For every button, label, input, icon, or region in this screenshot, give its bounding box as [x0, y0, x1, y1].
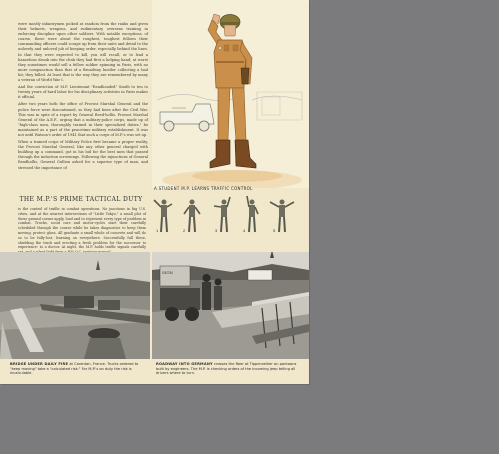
bridge-photo-image — [0, 252, 150, 359]
roadway-photo — [152, 252, 309, 359]
roadway-photo-image — [152, 252, 309, 359]
bridge-photo — [0, 252, 150, 359]
bridge-caption — [10, 362, 148, 376]
traffic-control-strip — [152, 186, 302, 242]
roadway-caption-title: ROADWAY INTO GERMANY — [156, 362, 213, 366]
article-paragraph: When a trained corps of Military Police first became a proper reality, the Provost Marshal General, like any other general charged with building up a command, got in his bid for the best men that passed through the induction screenings. Following the injunctions of General Readhollis, General Gullion asked for a superior type of man, and stressed the importance of — [18, 140, 148, 170]
traffic-number-3: 3 — [215, 228, 218, 233]
roadway-caption — [156, 362, 304, 376]
section-body-text: is the control of traffic in combat operations. No junctions in big U.S. cities, and at the nearest intersections of "Little Tokyo," a small plot of these ground corner apply, load and to represent every type of problem in combat. Trucks, scout cars and motor-cycles start their carefully scheduled through the course while he takes diagnostics to keep them moving, protect glass. All graduate a small whole of concrete and will do so to be fully-lost, learning on everywhere. Successfully full these, shielding the track and erecting a fresh problem for the successor to experience: to a doctor. At night, the M.P. holds traffic signals carefully — [18, 207, 146, 250]
roadway-caption-text: crosses the Roer at Tippenrather on pontoons built by engineers. The M.P. is checking orders of the incoming jeep telling all drivers where to turn. — [156, 362, 297, 376]
section-heading: THE M.P.'S PRIME TACTICAL DUTY — [19, 196, 143, 203]
traffic-number-4: 4 — [243, 228, 246, 233]
traffic-caption: A STUDENT M.P. LEARNS TRAFFIC CONTROL — [154, 186, 253, 191]
traffic-number-2: 2 — [183, 228, 186, 233]
article-paragraph: And the conviction of M.P. Lieutenant "Readheaded" Smith to ten to twenty years of hard labor for his disciplinary activities in Paris makes it official. — [18, 85, 148, 100]
traffic-figure-3 — [214, 197, 230, 232]
traffic-figures — [152, 192, 302, 242]
svg-text:SIGN: SIGN — [162, 270, 174, 275]
article-paragraph: After two years both the office of Provost Marshal General and the police force were discontinued, so they had been after the Civil War. This was in spite of a report by General Reed-hollis, Provost Marshal General of the A.E.F., urging that a military-police corps, made up of "high-class men, thoroughly trained in their specialized duties," be maintained as a part of the peacetime military establishment. It was not until Watson's order of 1941 that such a corps of M.P.'s was set up. — [18, 102, 148, 137]
article-paragraph: were mostly infantrymen picked at random from the ranks and given their helmets, weapons, and rudimentary overseas training in enforcing discipline upon other soldiers. With notable exceptions, of course, these were about the roughest, toughest fellows their commanding officers could scrape up from their units and detail to the unlovely and unloved job of keeping order, especially behind the lines. In that they were expected to kill, you will recall, or to lead a hazardous drunk into the clink they had first a helping hand; at worst they sometimes would sell a fellow soldier spinning in Paris, with no more compunction than that of a Broadway bustler collecting a bad hit; they billed. At least that is the way they are remembered by many a veteran of World War I. — [18, 22, 148, 83]
traffic-figure-4 — [247, 196, 258, 232]
article-text — [18, 22, 148, 173]
saluting-soldier-illustration — [152, 0, 309, 188]
traffic-number-1: 1 — [156, 228, 159, 233]
traffic-figure-2 — [184, 200, 200, 233]
soldier-drawing — [152, 0, 309, 188]
bridge-caption-text: at Carentan, France. Trucks ordered to "keep moving" take a "calculated risk." For M.P.'s on duty the risk is incalculable. — [10, 362, 139, 376]
traffic-number-5: 5 — [273, 228, 276, 233]
bridge-caption-title: BRIDGE UNDER DAILY FIRE — [10, 362, 69, 366]
